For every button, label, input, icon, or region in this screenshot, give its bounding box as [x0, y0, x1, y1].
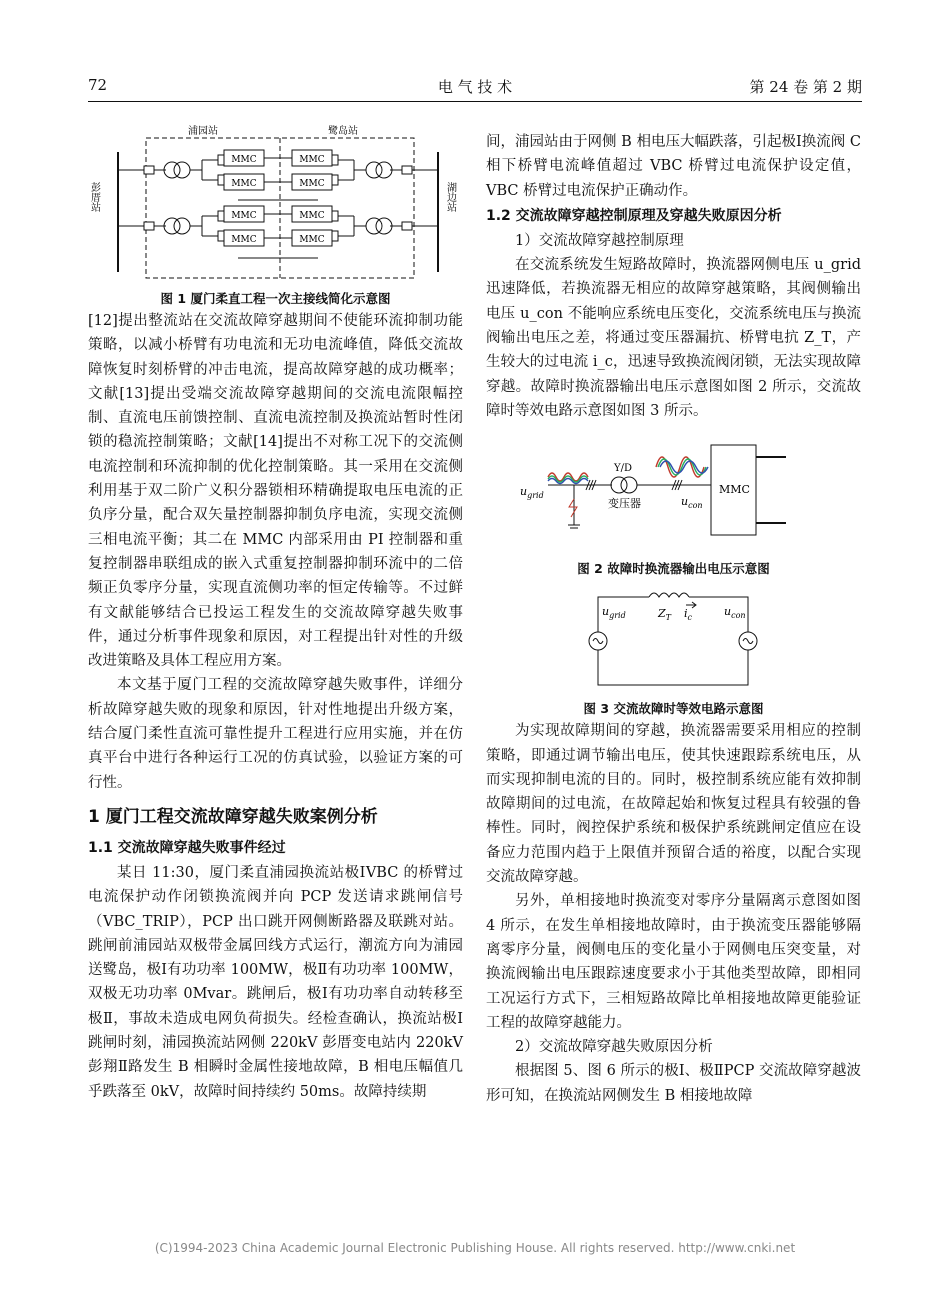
svg-text:MMC: MMC	[231, 155, 257, 165]
svg-text:MMC: MMC	[231, 235, 257, 245]
svg-text:MMC: MMC	[299, 211, 325, 221]
svg-text:MMC: MMC	[299, 235, 325, 245]
right-paragraph-5: 根据图 5、图 6 所示的极Ⅰ、极ⅡPCP 交流故障穿越波形可知，在换流站网侧发生 B 相接地故障	[486, 1063, 861, 1104]
fig3-diagram	[486, 585, 861, 695]
svg-text:MMC: MMC	[299, 155, 325, 165]
svg-text:ucon: $u_{con}$	[724, 605, 746, 621]
copyright-footer: (C)1994-2023 China Academic Journal Electronic Publishing House. All rights reserved. http://www.cnki.net	[154, 1241, 796, 1255]
station-ludao: 鹭岛站	[328, 126, 358, 137]
section-1-heading: 1 厦门工程交流故障穿越失败案例分析	[88, 806, 378, 827]
fig1-diagram	[88, 122, 463, 287]
station-hubian: 湖边站	[444, 182, 456, 212]
section-1-2-heading: 1.2 交流故障穿越控制原理及穿越失败原因分析	[486, 207, 782, 224]
right-paragraph-1: 间，浦园站由于网侧 B 相电压大幅跌落，引起极Ⅰ换流阀 C 相下桥臂电流峰值超过 VBC 桥臂过电流保护设定值，VBC 桥臂过电流保护正确动作。	[486, 134, 861, 199]
subheading-2: 2）交流故障穿越失败原因分析	[515, 1039, 713, 1056]
left-paragraph-2: 本文基于厦门工程的交流故障穿越失败事件，详细分析故障穿越失败的现象和原因，针对性地提出升级方案，结合厦门柔性直流可靠性提升工程进行应用实施，并在仿真平台中进行各种运行工况的仿真试验，以验证方案的可行性。	[88, 677, 463, 791]
station-puyuan: 浦园站	[188, 126, 218, 137]
svg-text:ic: $i_c$	[684, 607, 693, 623]
svg-text:ugrid: $u_{grid}$	[602, 605, 626, 621]
subheading-1: 1）交流故障穿越控制原理	[515, 232, 684, 249]
right-paragraph-4: 另外，单相接地时换流变对零序分量隔离示意图如图 4 所示，在发生单相接地故障时，由于换流变压器能够隔离零序分量，阀侧电压的变化量小于网侧电压突变量，对换流阀输出电压跟踪速度要求小于其他类型故障，即相同工况运行方式下，三相短路故障比单相接地故障更能验证工程的故障穿越能力。	[486, 893, 861, 1031]
svg-text:ucon: $u_{con}$	[681, 495, 703, 511]
left-paragraph-3: 某日 11:30，厦门柔直浦园换流站极ⅠVBC 的桥臂过电流保护动作闭锁换流阀并向 PCP 发送请求跳闸信号（VBC_TRIP），PCP 出口跳开网侧断路器及联跳对站。跳闸前浦园站双极带金属回线方式运行，潮流方向为浦园送鹭岛，极Ⅰ有功功率 100MW，极Ⅱ有功功率 100MW，双极无功功率 0Mvar。跳闸后，极Ⅰ有功功率自动转移至极Ⅱ，事故未造成电网负荷损失。经检查确认，换流站极Ⅰ跳闸时刻，浦园换流站网侧 220kV 彭厝变电站内 220kV 彭翔Ⅱ路发生 B 相瞬时金属性接地故障，B 相电压幅值几乎跌落至 0kV，故障时间持续约 50ms。故障持续期	[88, 864, 463, 1100]
svg-text:Y/D: Y/D	[614, 463, 632, 475]
svg-text:变压器: 变压器	[608, 497, 641, 511]
svg-text:MMC: MMC	[231, 211, 257, 221]
svg-text:MMC: MMC	[299, 179, 325, 189]
issue-info: 第 24 卷 第 2 期	[749, 78, 862, 96]
right-paragraph-2: 在交流系统发生短路故障时，换流器网侧电压 u_grid 迅速降低，若换流器无相应的故障穿越策略，其阀侧输出电压 u_con 不能响应系统电压变化，交流系统电压与换流阀输出电压之差，将通过变压器漏抗、桥臂电抗 Z_T，产生较大的过电流 i_c，迅速导致换流阀闭锁，无法实现故障穿越。故障时换流器输出电压示意图如图 2 所示，交流故障时等效电路示意图如图 3 所示。	[486, 257, 861, 419]
right-paragraph-3: 为实现故障期间的穿越，换流器需要采用相应的控制策略，即通过调节输出电压，使其快速跟踪系统电压，从而实现抑制电流的目的。同时，极控制系统应能有效抑制故障期间的过电流，在故障起始和恢复过程具有较强的鲁棒性。同时，阀控保护系统和极保护系统跳闸定值应在设备应力范围内趋于上限值并预留合适的裕度，以配合实现交流故障穿越。	[486, 723, 861, 886]
svg-text:ZT: $Z_T$	[658, 607, 671, 623]
svg-text:MMC: MMC	[719, 483, 750, 497]
svg-text:MMC: MMC	[231, 179, 257, 189]
svg-text:ugrid: $u_{grid}$	[520, 485, 544, 501]
fig1-caption: 图 1 厦门柔直工程一次主接线简化示意图	[160, 291, 391, 306]
fig2-diagram	[486, 435, 861, 555]
page-number: 72	[88, 76, 108, 94]
fig3-caption: 图 3 交流故障时等效电路示意图	[583, 701, 764, 717]
header-rule	[88, 101, 862, 102]
left-paragraph-1: [12]提出整流站在交流故障穿越期间不使能环流抑制功能策略，以减小桥臂有功电流和无功电流峰值，降低交流故障恢复时刻桥臂的冲击电流，提高故障穿越的成功概率；文献[13]提出受端交流故障穿越期间的交流电流限幅控制、直流电压前馈控制、直流电流控制及换流站暂时性闭锁的稳流控制策略；文献[14]提出不对称工况下的交流侧电流控制和环流抑制的优化控制策略。其一采用在交流侧利用基于双二阶广义积分器锁相环精确提取电压电流的正负序分量，配合双矢量控制器抑制负序电流，实现交流侧三相电流平衡；其二在 MMC 内部采用由 PI 控制器和重复控制器串联组成的嵌入式重复控制器抑制环流中的二倍频正负零序分量，实现直流侧功率的恒定传输等。不过鲜有文献能够结合已投运工程发生的交流故障穿越失败事件，通过分析事件现象和原因，对工程提出针对性的升级改进策略及具体工程应用方案。	[88, 313, 463, 670]
journal-title: 电 气 技 术	[437, 78, 513, 96]
left-column	[88, 122, 463, 1104]
station-pengcuo: 彭厝站	[88, 182, 100, 212]
right-column	[486, 130, 861, 1108]
section-1-1-heading: 1.1 交流故障穿越失败事件经过	[88, 839, 286, 856]
fig2-caption: 图 2 故障时换流器输出电压示意图	[577, 561, 770, 577]
